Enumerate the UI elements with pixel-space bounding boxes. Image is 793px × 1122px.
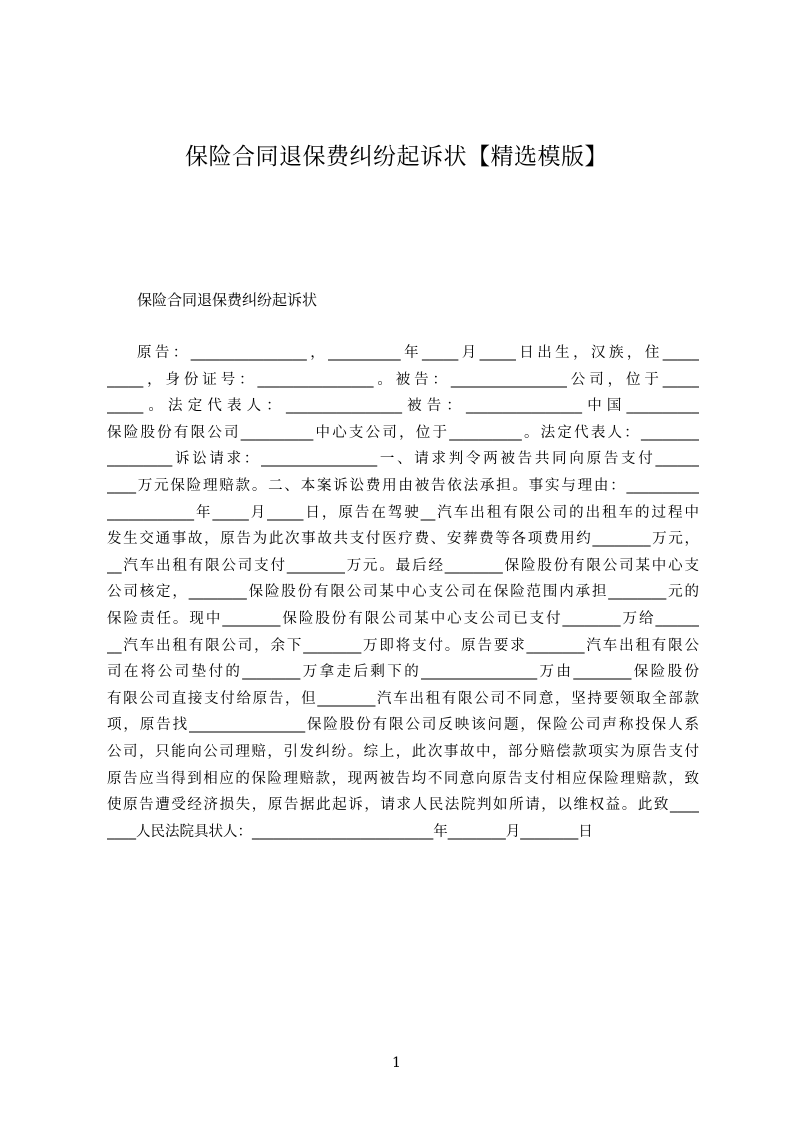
body-line: 使原告遭受经济损失，原告据此起诉，请求人民法院判如所请，以维权益。此致____ [107, 797, 699, 814]
body-line: 司在将公司垫付的________万拿走后剩下的________________万由________保险股份 [107, 664, 699, 681]
body-line: 发生交通事故，原告为此次事故共支付医疗费、安葬费等各项费用约________万元， [107, 531, 699, 548]
body-line: 有限公司直接支付给原告，但________汽车出租有限公司不同意，坚持要领取全部款 [107, 690, 699, 707]
body-line: 公司，只能向公司理赔，引发纠纷。综上，此次事故中，部分赔偿款项实为原告支付 [107, 743, 699, 760]
body-line: _____。法定代表人：________________被告：________________中国__________ [107, 398, 699, 415]
document-title: 保险合同退保费纠纷起诉状【精选模版】 [185, 144, 608, 170]
body-line: __汽车出租有限公司支付________万元。最后经________保险股份有限公司某中心支 [107, 557, 699, 574]
body-line: _____，身份证号：________________。被告：________________公司，位于_____ [107, 371, 699, 388]
body-line: __汽车出租有限公司，余下________万即将支付。原告要求________汽车出租有限公 [107, 637, 699, 654]
body-line: 原告应当得到相应的保险理赔款，现两被告均不同意向原告支付相应保险理赔款，致 [107, 770, 699, 787]
body-line: ____人民法院具状人：_________________________年________月________日 [107, 823, 593, 840]
body-line: 项，原告找________________保险股份有限公司反映该问题，保险公司声称投保人系 [107, 717, 699, 734]
body-line: _________诉讼请求：________________一、请求判令两被告共同向原告支付______ [107, 451, 699, 468]
page-number: 1 [392, 1055, 401, 1071]
body-line: ____万元保险理赔款。二、本案诉讼费用由被告依法承担。事实与理由：__________ [107, 477, 699, 494]
body-line: 公司核定，________保险股份有限公司某中心支公司在保险范围内承担________元的 [107, 584, 699, 601]
document-subtitle: 保险合同退保费纠纷起诉状 [137, 291, 318, 309]
body-line: 保险责任。现中________保险股份有限公司某中心支公司已支付________万给______ [107, 610, 699, 627]
document-body [107, 340, 699, 845]
body-line: ____________年_____月_____日，原告在驾驶__汽车出租有限公司的出租车的过程中 [107, 504, 699, 521]
body-line: 原告：________________，__________年_____月_____日出生，汉族，住_____ [137, 345, 699, 361]
body-line: 保险股份有限公司__________中心支公司，位于__________。法定代表人：________ [107, 424, 699, 441]
